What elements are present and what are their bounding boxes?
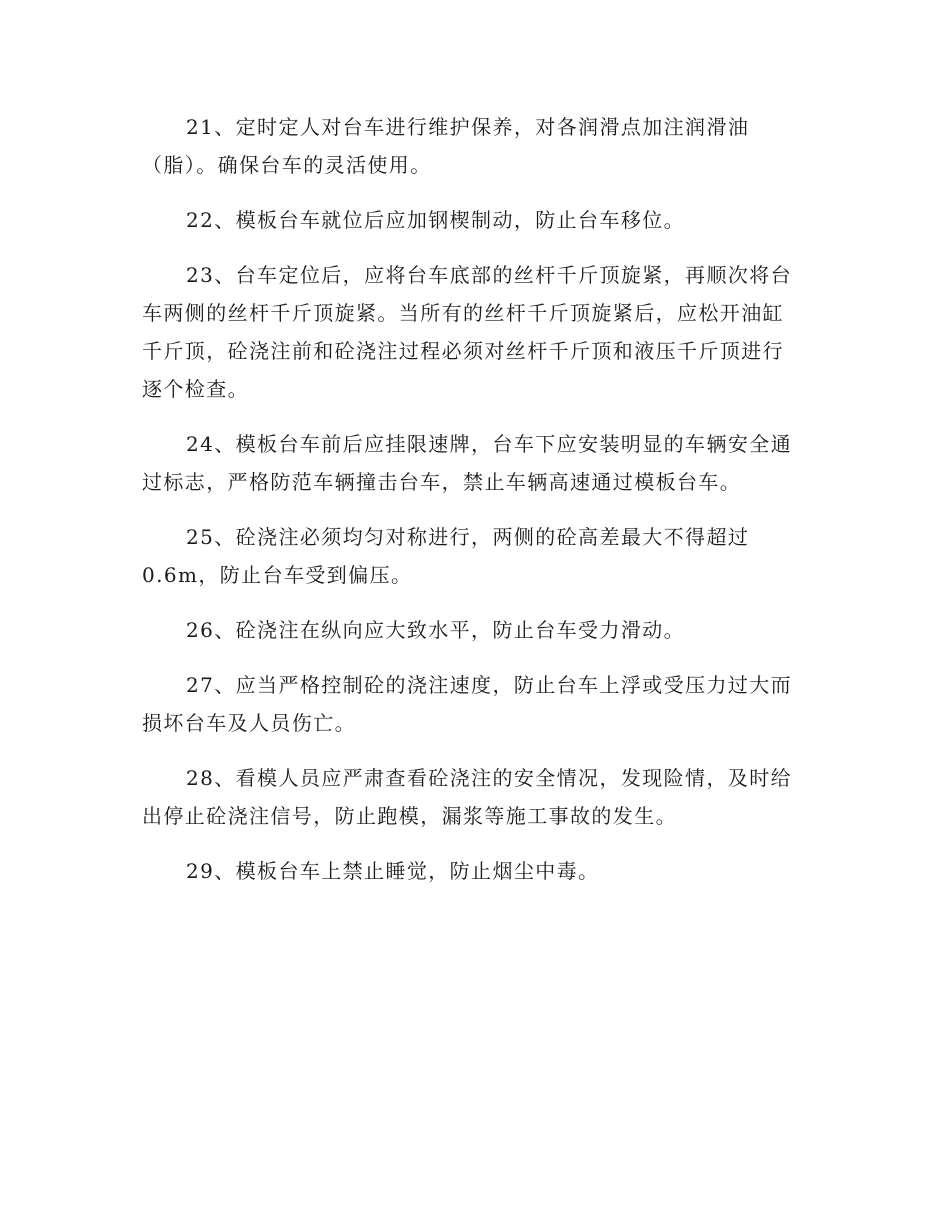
paragraph-29: 29、模板台车上禁止睡觉，防止烟尘中毒。 [186,859,600,883]
paragraph-22: 22、模板台车就位后应加钢楔制动，防止台车移位。 [186,208,686,232]
paragraph-24: 24、模板台车前后应挂限速牌，台车下应安装明显的车辆安全通过标志，严格防范车辆撞击台车，禁止车辆高速通过模板台车。 [142,432,793,494]
paragraph-25: 25、砼浇注必须均匀对称进行，两侧的砼高差最大不得超过 0.6m，防止台车受到偏压。 [142,525,750,587]
paragraph-28: 28、看模人员应严肃查看砼浇注的安全情况，发现险情，及时给出停止砼浇注信号，防止跑模，漏浆等施工事故的发生。 [142,766,793,828]
paragraph-23: 23、台车定位后，应将台车底部的丝杆千斤顶旋紧，再顺次将台车两侧的丝杆千斤顶旋紧。当所有的丝杆千斤顶旋紧后，应松开油缸千斤顶，砼浇注前和砼浇注过程必须对丝杆千斤顶和液压千斤顶进行逐个检查。 [142,263,793,401]
paragraph-21: 21、定时定人对台车进行维护保养，对各润滑点加注润滑油 （脂）。确保台车的灵活使用。 [142,115,750,177]
paragraph-27: 27、应当严格控制砼的浇注速度，防止台车上浮或受压力过大而损坏台车及人员伤亡。 [142,673,793,735]
paragraph-26: 26、砼浇注在纵向应大致水平，防止台车受力滑动。 [186,618,686,642]
document-body [142,108,797,907]
